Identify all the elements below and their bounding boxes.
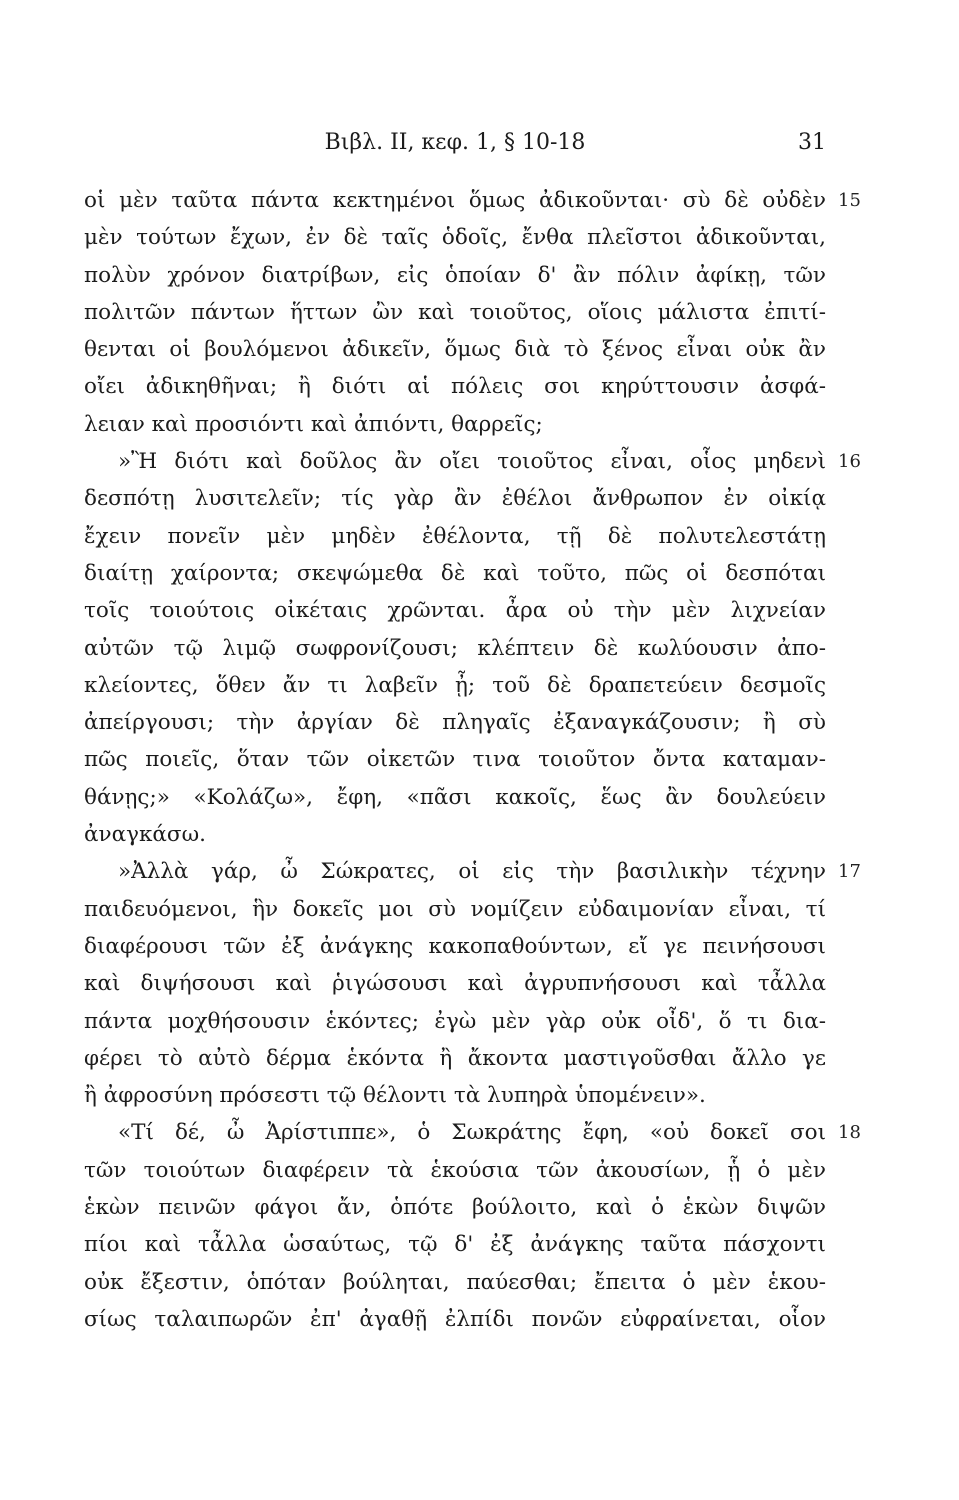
text-line <box>84 1114 861 1151</box>
text-line <box>84 1301 826 1338</box>
section-number: 17 <box>838 861 861 883</box>
text-line <box>84 368 826 405</box>
text-line <box>84 667 826 704</box>
text-line-content: δεσπότῃ λυσιτελεῖν; τίς γὰρ ἂν ἐθέλοι ἄνθρωπον ἐν οἰκίᾳ <box>84 486 826 512</box>
text-line <box>84 257 826 294</box>
text-line <box>84 1189 826 1226</box>
section-number: 15 <box>838 190 861 211</box>
text-line-content: μὲν τούτων ἔχων, ἐν δὲ ταῖς ὁδοῖς, ἔνθα πλεῖστοι ἀδικοῦνται, <box>84 225 826 251</box>
body-text <box>84 182 861 1338</box>
text-line-content: αὐτῶν τῷ λιμῷ σωφρονίζουσι; κλέπτειν δὲ κωλύουσιν ἀπο- <box>84 635 826 661</box>
text-line-content: διαίτῃ χαίροντα; σκεψώμεθα δὲ καὶ τοῦτο, πῶς οἱ δεσπόται <box>84 560 826 586</box>
text-line-content: πολὺν χρόνον διατρίβων, εἰς ὁποίαν δ' ἂν πόλιν ἀφίκῃ, τῶν <box>84 262 826 288</box>
text-line <box>84 1077 826 1114</box>
text-line-content: κλείοντες, ὅθεν ἄν τι λαβεῖν ᾖ; τοῦ δὲ δραπετεύειν δεσμοῖς <box>84 672 826 698</box>
text-line <box>84 518 826 555</box>
text-line-content: οἱ μὲν ταῦτα πάντα κεκτημένοι ὅμως ἀδικοῦνται· σὺ δὲ οὐδὲν <box>84 188 826 213</box>
text-line-content: τοῖς τοιούτοις οἰκέταις χρῶνται. ἆρα οὐ τὴν μὲν λιχνείαν <box>84 598 826 624</box>
text-line-content: «Τί δέ, ὦ Ἀρίστιππε», ὁ Σωκράτης ἔφη, «οὐ δοκεῖ σοι <box>118 1120 826 1146</box>
text-line-content: »Ἢ διότι καὶ δοῦλος ἂν οἴει τοιοῦτος εἶναι, οἷος μηδενὶ <box>118 449 826 475</box>
text-line-content: πῶς ποιεῖς, ὅταν τῶν οἰκετῶν τινα τοιοῦτον ὄντα καταμαν- <box>84 747 826 773</box>
text-line <box>84 741 826 778</box>
text-line <box>84 294 826 331</box>
text-line-content: ἀπείργουσι; τὴν ἀργίαν δὲ πληγαῖς ἐξαναγκάζουσιν; ἢ σὺ <box>84 710 826 736</box>
text-line-content: πολιτῶν πάντων ἥττων ὢν καὶ τοιοῦτος, οἵοις μάλιστα ἐπιτί- <box>84 299 826 325</box>
text-line <box>84 443 861 480</box>
section-number: 16 <box>838 451 861 473</box>
running-head-title: Βιβλ. ΙΙ, κεφ. 1, § 10-18 <box>324 130 586 155</box>
text-line-content: λειαν καὶ προσιόντι καὶ ἀπιόντι, θαρρεῖς; <box>84 411 543 437</box>
text-line <box>84 853 861 890</box>
text-line <box>84 555 826 592</box>
text-line-content: παιδευόμενοι, ἣν δοκεῖς μοι σὺ νομίζειν εὐδαιμονίαν εἶναι, τί <box>84 896 826 922</box>
text-line <box>84 219 826 256</box>
text-line <box>84 891 826 928</box>
text-line-content: φέρει τὸ αὐτὸ δέρμα ἑκόντα ἢ ἄκοντα μαστιγοῦσθαι ἄλλο γε <box>84 1045 826 1071</box>
text-line <box>84 1226 826 1263</box>
text-line-content: τῶν τοιούτων διαφέρειν τὰ ἑκούσια τῶν ἀκουσίων, ᾗ ὁ μὲν <box>84 1157 826 1183</box>
text-line <box>84 928 826 965</box>
text-line <box>84 1264 826 1301</box>
text-line-content: σίως ταλαιπωρῶν ἐπ' ἀγαθῇ ἐλπίδι πονῶν εὐφραίνεται, οἷον <box>84 1306 826 1332</box>
running-head <box>84 128 826 158</box>
text-line-content: ἀναγκάσω. <box>84 822 206 848</box>
text-line-content: ἑκὼν πεινῶν φάγοι ἄν, ὁπότε βούλοιτο, καὶ ὁ ἑκὼν διψῶν <box>84 1195 826 1221</box>
text-line-content: ἢ ἀφροσύνη πρόσεστι τῷ θέλοντι τὰ λυπηρὰ ὑπομένειν». <box>84 1083 706 1109</box>
text-line-content: ἔχειν πονεῖν μὲν μηδὲν ἐθέλοντα, τῇ δὲ πολυτελεστάτῃ <box>84 523 826 549</box>
text-line <box>84 1152 826 1189</box>
text-line-content: διαφέρουσι τῶν ἐξ ἀνάγκης κακοπαθούντων, εἴ γε πεινήσουσι <box>84 933 826 959</box>
text-line <box>84 182 861 219</box>
page-number: 31 <box>798 130 826 155</box>
text-line-content: πάντα μοχθήσουσιν ἑκόντες; ἐγὼ μὲν γὰρ οὐκ οἶδ', ὅ τι δια- <box>84 1008 826 1034</box>
text-line-content: καὶ διψήσουσι καὶ ῥιγώσουσι καὶ ἀγρυπνήσουσι καὶ τἆλλα <box>84 971 826 997</box>
text-line-content: θάνῃς;» «Κολάζω», ἔφη, «πᾶσι κακοῖς, ἕως ἂν δουλεύειν <box>84 784 826 810</box>
text-line-content: οἴει ἀδικηθῆναι; ἢ διότι αἱ πόλεις σοι κηρύττουσιν ἀσφά- <box>84 374 826 400</box>
text-line <box>84 1040 826 1077</box>
text-line <box>84 630 826 667</box>
text-line-content: θενται οἱ βουλόμενοι ἀδικεῖν, ὅμως διὰ τὸ ξένος εἶναι οὐκ ἂν <box>84 337 826 363</box>
text-line-content: πίοι καὶ τἆλλα ὡσαύτως, τῷ δ' ἐξ ἀνάγκης ταῦτα πάσχοντι <box>84 1232 826 1258</box>
text-line <box>84 816 826 853</box>
text-line <box>84 965 826 1002</box>
section-number: 18 <box>838 1122 861 1144</box>
text-line <box>84 592 826 629</box>
text-line <box>84 1003 826 1040</box>
text-line-content: »Ἀλλὰ γάρ, ὦ Σώκρατες, οἱ εἰς τὴν βασιλικὴν τέχνην <box>118 859 826 885</box>
text-line <box>84 779 826 816</box>
text-line <box>84 331 826 368</box>
text-line <box>84 406 826 443</box>
text-line-content: οὐκ ἔξεστιν, ὁπόταν βούληται, παύεσθαι; ἔπειτα ὁ μὲν ἑκου- <box>84 1269 826 1295</box>
text-line <box>84 704 826 741</box>
text-line <box>84 480 826 517</box>
